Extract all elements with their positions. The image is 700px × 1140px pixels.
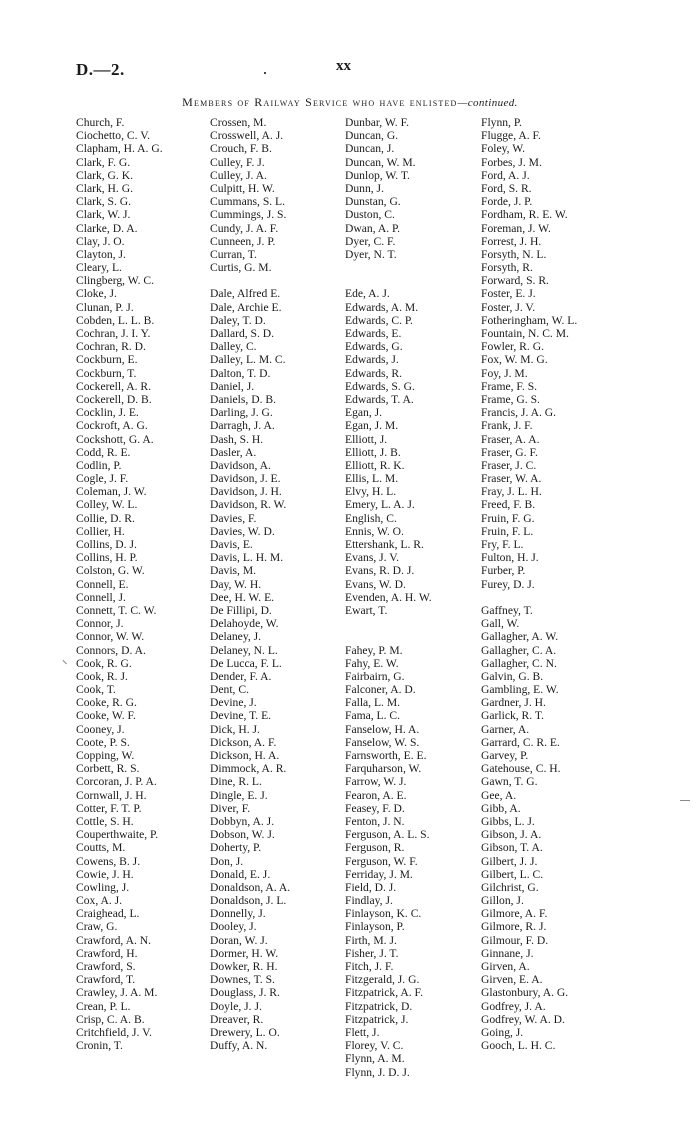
name-entry: Gilmour, F. D. [481, 933, 549, 947]
name-entry: Fotheringham, W. L. [481, 313, 578, 327]
name-entry: Cochran, R. D. [76, 340, 146, 354]
name-entry: Edwards, J. [345, 353, 399, 367]
name-entry: Church, F. [76, 116, 125, 129]
name-entry: Gall, W. [481, 617, 520, 631]
name-entry: Crouch, F. B. [210, 142, 272, 156]
name-entry: Gawn, T. G. [481, 775, 538, 789]
name-entry: Godfrey, J. A. [481, 999, 546, 1013]
name-entry: Evans, R. D. J. [345, 564, 415, 578]
name-entry: Ginnane, J. [481, 946, 534, 960]
name-entry: Clark, F. G. [76, 155, 131, 169]
name-entry: Crawford, H. [76, 946, 138, 960]
name-entry: Dalley, C. [210, 340, 257, 354]
name-entry: Fraser, A. A. [481, 432, 540, 446]
name-entry: Clunan, P. J. [76, 300, 134, 314]
name-entry: Dunlop, W. T. [345, 168, 410, 182]
name-entry: Clay, J. O. [76, 234, 125, 248]
name-entry [345, 261, 432, 274]
name-entry: Forde, J. P. [481, 195, 533, 209]
name-entry: Foy, J. M. [481, 366, 528, 380]
name-entry: Connell, E. [76, 577, 129, 591]
name-entry: Cockshott, G. A. [76, 432, 154, 446]
name-entry: Corcoran, J. P. A. [76, 775, 157, 789]
name-entry: Gibson, J. A. [481, 828, 542, 842]
name-entry: Crawford, S. [76, 960, 136, 973]
name-entry: Cockroft, A. G. [76, 419, 148, 433]
name-entry: Ferguson, A. L. S. [345, 828, 430, 842]
name-entry: Flett, J. [345, 1025, 380, 1039]
name-entry: Clark, G. K. [76, 168, 133, 182]
name-entry: Elliott, J. [345, 432, 388, 446]
name-entry: Daniel, J. [210, 379, 255, 393]
name-entry: Gaffney, T. [481, 603, 533, 617]
name-entry: Fox, W. M. G. [481, 353, 548, 367]
name-entry: Clarke, D. A. [76, 221, 138, 235]
name-column-4 [481, 116, 577, 1052]
name-entry: Girven, A. [481, 960, 530, 973]
name-entry: Emery, L. A. J. [345, 498, 415, 512]
name-entry: Darragh, J. A. [210, 419, 275, 433]
name-entry: Farquharson, W. [345, 762, 422, 776]
name-entry: Falla, L. M. [345, 696, 401, 710]
name-entry: Ennis, W. O. [345, 524, 404, 538]
name-entry: Fitzpatrick, D. [345, 999, 413, 1013]
name-entry: Cooke, W. F. [76, 709, 136, 723]
name-entry: Flugge, A. F. [481, 129, 541, 143]
name-entry: Farrow, W. J. [345, 775, 407, 789]
name-entry: Edwards, G. [345, 340, 403, 354]
name-entry: Gardner, J. H. [481, 696, 546, 710]
name-entry: Fordham, R. E. W. [481, 208, 568, 222]
name-entry: Garlick, R. T. [481, 709, 545, 723]
name-column-3 [345, 116, 432, 1079]
name-entry: Going, J. [481, 1025, 524, 1039]
name-entry: Dale, Alfred E. [210, 287, 281, 301]
name-entry: Clark, S. G. [76, 195, 132, 209]
name-entry: Evans, J. V. [345, 551, 400, 565]
name-entry: Finlayson, P. [345, 920, 405, 934]
name-entry: Cornwall, J. H. [76, 788, 147, 802]
heading-title: Members of Railway Service who have enlisted [182, 95, 458, 109]
name-entry: Dowker, R. H. [210, 960, 278, 973]
name-entry: Cowens, B. J. [76, 854, 141, 868]
name-entry: Ferriday, J. M. [345, 867, 413, 881]
name-entry: Donaldson, J. L. [210, 894, 287, 908]
name-entry: Dalton, T. D. [210, 366, 271, 380]
name-entry: Dallard, S. D. [210, 327, 275, 340]
name-column-1 [76, 116, 163, 1052]
name-entry: Forward, S. R. [481, 274, 549, 288]
name-entry: Fowler, R. G. [481, 340, 544, 354]
name-entry: Dobbyn, A. J. [210, 814, 275, 828]
name-entry: Cockerell, D. B. [76, 392, 152, 406]
name-entry: Fearon, A. E. [345, 788, 407, 802]
name-entry: Clark, H. G. [76, 181, 133, 195]
ink-speck [264, 72, 266, 74]
name-entry: Davies, F. [210, 511, 257, 525]
name-entry: Frank, J. F. [481, 419, 533, 433]
name-entry: Davies, W. D. [210, 524, 275, 538]
name-entry: Gallagher, C. N. [481, 656, 557, 670]
name-entry: Cox, A. J. [76, 894, 123, 908]
name-entry: Cottle, S. H. [76, 814, 134, 828]
name-entry: Dalley, L. M. C. [210, 353, 286, 367]
name-entry [345, 630, 432, 643]
name-entry: Doran, W. J. [210, 933, 268, 947]
name-entry: Dasler, A. [210, 445, 257, 459]
name-entry: Codd, R. E. [76, 445, 131, 459]
name-entry: Devine, T. E. [210, 709, 272, 723]
name-entry: Collins, D. J. [76, 538, 137, 551]
name-entry: Day, W. H. [210, 577, 262, 591]
name-entry: Furey, D. J. [481, 577, 535, 591]
name-entry: Fenton, J. N. [345, 814, 405, 828]
heading-continued: —continued. [457, 97, 518, 109]
name-entry [481, 591, 577, 604]
margin-dash [680, 800, 690, 801]
document-reference: D.—2. [76, 60, 125, 79]
name-entry: Edwards, T. A. [345, 392, 414, 406]
name-entry: Donaldson, A. A. [210, 880, 291, 894]
name-entry: Frame, F. S. [481, 379, 538, 393]
name-entry: Collins, H. P. [76, 551, 138, 565]
name-entry: Ferguson, R. [345, 841, 405, 855]
name-entry: Crawley, J. A. M. [76, 986, 158, 1000]
name-entry: Cockburn, T. [76, 366, 137, 380]
name-entry: Colley, W. L. [76, 498, 138, 512]
margin-tick-mark: ⸌ [62, 659, 68, 671]
name-entry: Foster, J. V. [481, 300, 536, 314]
name-entry: Crosswell, A. J. [210, 129, 284, 143]
name-entry: Girven, E. A. [481, 973, 543, 987]
name-entry: Edwards, R. [345, 366, 402, 380]
name-entry: Fitch, J. F. [345, 960, 394, 973]
name-entry: Florey, V. C. [345, 1039, 404, 1053]
name-entry: Diver, F. [210, 801, 251, 815]
name-entry: Crisp, C. A. B. [76, 1012, 145, 1026]
name-entry: Cronin, T. [76, 1039, 123, 1053]
name-column-2 [210, 116, 290, 1052]
name-entry: Davis, M. [210, 564, 257, 578]
name-entry [345, 617, 432, 630]
name-entry: Elliott, R. K. [345, 458, 405, 472]
name-entry: Cundy, J. A. F. [210, 221, 279, 235]
name-entry: Dash, S. H. [210, 432, 264, 446]
name-entry: Fisher, J. T. [345, 946, 399, 960]
name-entry: Davidson, A. [210, 458, 271, 472]
name-entry: Gibb, A. [481, 801, 521, 815]
name-entry: Dyer, C. F. [345, 234, 396, 248]
name-entry: Curtis, G. M. [210, 261, 272, 275]
name-entry: Fanselow, W. S. [345, 735, 420, 749]
name-entry: Corbett, R. S. [76, 762, 140, 776]
name-entry: Don, J. [210, 854, 244, 868]
name-entry: Drewery, L. O. [210, 1025, 280, 1039]
name-entry: Fraser, W. A. [481, 472, 542, 486]
name-entry: Dyer, N. T. [345, 247, 397, 261]
name-entry: Critchfield, J. V. [76, 1025, 152, 1039]
name-entry: Cleary, L. [76, 261, 122, 275]
name-entry: Daley, T. D. [210, 313, 266, 327]
name-entry: Coutts, M. [76, 841, 126, 855]
name-entry: Francis, J. A. G. [481, 406, 557, 420]
name-entry: Donald, E. J. [210, 867, 271, 881]
name-entry: Frame, G. S. [481, 392, 540, 406]
name-entry: Ciochetto, C. V. [76, 129, 150, 143]
name-entry: Colston, G. W. [76, 564, 145, 578]
name-entry: Edwards, A. M. [345, 300, 419, 314]
name-entry: English, C. [345, 511, 397, 525]
name-entry [345, 274, 432, 287]
name-entry: Elliott, J. B. [345, 445, 401, 459]
name-entry: Cockburn, E. [76, 353, 138, 367]
name-entry: Gibbs, L. J. [481, 814, 535, 828]
name-entry: Dickson, H. A. [210, 749, 280, 762]
name-entry: Copping, W. [76, 749, 135, 762]
name-entry: Dender, F. A. [210, 669, 272, 683]
name-entry: Dunstan, G. [345, 195, 401, 209]
name-entry: Garner, A. [481, 722, 530, 736]
name-entry: Codlin, P. [76, 458, 122, 472]
name-entry: Delaney, N. L. [210, 643, 278, 657]
name-entry: Glastonbury, A. G. [481, 986, 569, 1000]
name-entry: Forsyth, R. [481, 261, 533, 275]
name-entry: Connor, J. [76, 617, 124, 631]
name-entry: Gambling, E. W. [481, 683, 559, 697]
name-entry: Fairbairn, G. [345, 669, 405, 683]
name-entry: Cook, T. [76, 683, 116, 697]
name-entry: Culley, F. J. [210, 155, 265, 169]
name-entry: Doherty, P. [210, 841, 262, 855]
name-entry: Dwan, A. P. [345, 221, 401, 235]
name-entry: Crawford, T. [76, 973, 136, 987]
name-entry: Duncan, G. [345, 129, 399, 143]
name-entry: Dormer, H. W. [210, 946, 279, 960]
name-entry: Culley, J. A. [210, 168, 267, 182]
name-entry: De Lucca, F. L. [210, 656, 282, 670]
name-entry: Dick, H. J. [210, 722, 260, 736]
name-entry: Cocklin, J. E. [76, 406, 139, 420]
name-entry: Fitzpatrick, J. [345, 1012, 409, 1026]
name-entry: Garvey, P. [481, 749, 529, 762]
name-entry: Fraser, G. F. [481, 445, 538, 459]
name-entry: Cowling, J. [76, 880, 130, 894]
name-entry: Edwards, E. [345, 327, 402, 340]
name-entry: Connors, D. A. [76, 643, 146, 657]
name-entry: Gee, A. [481, 788, 517, 802]
name-entry: Dale, Archie E. [210, 300, 282, 314]
section-heading [0, 95, 700, 110]
name-entry: Doyle, J. J. [210, 999, 262, 1013]
name-entry: De Fillipi, D. [210, 603, 272, 617]
name-entry: Coleman, J. W. [76, 485, 147, 499]
name-entry: Connor, W. W. [76, 630, 145, 644]
name-entry: Fulton, H. J. [481, 551, 539, 565]
name-entry: Gibson, T. A. [481, 841, 543, 855]
name-entry: Cooke, R. G. [76, 696, 137, 710]
name-entry: Cockerell, A. R. [76, 379, 152, 393]
name-entry: Gatehouse, C. H. [481, 762, 561, 776]
name-entry: Ede, A. J. [345, 287, 390, 301]
name-entry: Cooney, J. [76, 722, 125, 736]
name-entry: Flynn, A. M. [345, 1052, 405, 1066]
name-entry: Edwards, C. P. [345, 313, 413, 327]
name-entry: Gilmore, A. F. [481, 907, 548, 921]
name-entry: Fray, J. L. H. [481, 485, 542, 499]
name-entry: Evans, W. D. [345, 577, 406, 591]
page-number: xx [336, 58, 351, 74]
name-entry: Fahy, E. W. [345, 656, 399, 670]
name-entry: Fitzpatrick, A. F. [345, 986, 423, 1000]
name-entry: Gallagher, C. A. [481, 643, 557, 657]
name-entry: Falconer, A. D. [345, 683, 416, 697]
name-entry: Fruin, F. L. [481, 524, 534, 538]
name-entry: Cogle, J. F. [76, 472, 129, 486]
name-entry: Darling, J. G. [210, 406, 273, 420]
name-entry: Gillon, J. [481, 894, 524, 908]
name-entry: Dooley, J. [210, 920, 257, 934]
name-entry: Connett, T. C. W. [76, 603, 157, 617]
name-entry: Duncan, W. M. [345, 155, 416, 169]
name-entry: Curran, T. [210, 247, 257, 261]
name-entry: Flynn, P. [481, 116, 522, 129]
name-entry: Donnelly, J. [210, 907, 266, 921]
name-entry: Gilbert, J. J. [481, 854, 538, 868]
name-entry: Freed, F. B. [481, 498, 536, 512]
name-entry: Daniels, D. B. [210, 392, 277, 406]
name-entry: Firth, M. J. [345, 933, 397, 947]
name-entry: Davidson, R. W. [210, 498, 287, 512]
name-entry: Garrard, C. R. E. [481, 735, 560, 749]
name-entry: Foreman, J. W. [481, 221, 551, 235]
name-entry: Forrest, J. H. [481, 234, 542, 248]
name-entry: Crawford, A. N. [76, 933, 152, 947]
name-entry: Feasey, F. D. [345, 801, 405, 815]
name-entry: Dee, H. W. E. [210, 590, 275, 604]
name-entry: Fama, L. C. [345, 709, 401, 723]
name-entry: Connell, J. [76, 590, 126, 604]
name-entry: Gooch, L. H. C. [481, 1039, 556, 1053]
name-entry: Edwards, S. G. [345, 379, 415, 393]
name-entry: Dunbar, W. F. [345, 116, 409, 129]
name-entry: Cunneen, J. P. [210, 234, 276, 248]
name-entry: Gilbert, L. C. [481, 867, 544, 881]
name-entry: Ettershank, L. R. [345, 538, 424, 551]
name-entry: Evenden, A. H. W. [345, 590, 432, 604]
name-entry: Douglass, J. R. [210, 986, 280, 1000]
name-entry: Dent, C. [210, 683, 249, 697]
name-entry: Clapham, H. A. G. [76, 142, 163, 156]
name-entry: Egan, J. M. [345, 419, 399, 433]
name-entry: Farnsworth, E. E. [345, 749, 427, 762]
name-entry: Field, D. J. [345, 880, 397, 894]
name-entry: Cobden, L. L. B. [76, 313, 155, 327]
name-entry: Cochran, J. I. Y. [76, 327, 151, 340]
name-entry: Fitzgerald, J. G. [345, 973, 420, 987]
name-entry: Duncan, J. [345, 142, 395, 156]
name-entry: Forsyth, N. L. [481, 247, 547, 261]
name-entry: Ferguson, W. F. [345, 854, 418, 868]
name-entry: Crossen, M. [210, 116, 267, 129]
name-entry: Davidson, J. H. [210, 485, 282, 499]
name-entry: Fahey, P. M. [345, 643, 403, 657]
name-entry: Fountain, N. C. M. [481, 327, 569, 340]
name-entry: Dobson, W. J. [210, 828, 275, 842]
name-entry: Collier, H. [76, 524, 125, 538]
name-entry: Downes, T. S. [210, 973, 275, 987]
name-entry: Dine, R. L. [210, 775, 262, 789]
name-entry: Devine, J. [210, 696, 257, 710]
name-entry: Duston, C. [345, 208, 395, 222]
name-entry: Crean, P. L. [76, 999, 131, 1013]
name-entry: Couperthwaite, P. [76, 828, 159, 842]
name-entry: Craighead, L. [76, 907, 140, 921]
name-entry: Findlay, J. [345, 894, 393, 908]
name-entry: Collie, D. R. [76, 511, 135, 525]
name-entry: Fanselow, H. A. [345, 722, 420, 736]
name-entry: Culpitt, H. W. [210, 181, 275, 195]
name-entry: Finlayson, K. C. [345, 907, 422, 921]
name-entry: Gilchrist, G. [481, 880, 539, 894]
name-entry: Cloke, J. [76, 287, 117, 301]
name-entry: Cummings, J. S. [210, 208, 287, 222]
name-entry: Forbes, J. M. [481, 155, 542, 169]
name-entry: Dingle, E. J. [210, 788, 268, 802]
name-entry: Flynn, J. D. J. [345, 1065, 410, 1079]
name-entry: Egan, J. [345, 406, 383, 420]
name-entry [210, 274, 290, 287]
name-entry: Cotter, F. T. P. [76, 801, 142, 815]
name-entry: Davidson, J. E. [210, 472, 281, 486]
name-entry: Davis, L. H. M. [210, 551, 284, 565]
name-entry: Ewart, T. [345, 603, 388, 617]
name-entry: Clayton, J. [76, 247, 126, 261]
name-entry: Fry, F. L. [481, 538, 524, 551]
name-entry: Gilmore, R. J. [481, 920, 547, 934]
name-entry: Foster, E. J. [481, 287, 536, 301]
name-entry: Dickson, A. F. [210, 735, 277, 749]
name-entry: Cook, R. J. [76, 669, 128, 683]
name-entry: Cummans, S. L. [210, 195, 286, 209]
name-entry: Fruin, F. G. [481, 511, 535, 525]
name-entry: Cook, R. G. [76, 656, 132, 670]
name-entry: Fraser, J. C. [481, 458, 537, 472]
name-entry: Foley, W. [481, 142, 526, 156]
name-entry: Godfrey, W. A. D. [481, 1012, 565, 1026]
name-entry: Coote, P. S. [76, 735, 130, 749]
name-entry: Gallagher, A. W. [481, 630, 559, 644]
name-entry: Duffy, A. N. [210, 1039, 268, 1053]
name-entry: Dimmock, A. R. [210, 762, 287, 776]
name-entry: Craw, G. [76, 920, 118, 934]
name-entry: Ellis, L. M. [345, 472, 399, 486]
name-entry: Davis, E. [210, 538, 253, 551]
name-entry: Dunn, J. [345, 181, 384, 195]
name-entry: Dreaver, R. [210, 1012, 264, 1026]
name-entry: Ford, A. J. [481, 168, 530, 182]
name-entry: Galvin, G. B. [481, 669, 544, 683]
name-entry: Clark, W. J. [76, 208, 131, 222]
name-entry: Furber, P. [481, 564, 526, 578]
name-entry: Ford, S. R. [481, 181, 532, 195]
name-entry: Delahoyde, W. [210, 617, 279, 631]
name-entry: Clingberg, W. C. [76, 274, 155, 288]
name-entry: Elvy, H. L. [345, 485, 397, 499]
name-entry: Delaney, J. [210, 630, 262, 644]
name-entry: Cowie, J. H. [76, 867, 134, 881]
